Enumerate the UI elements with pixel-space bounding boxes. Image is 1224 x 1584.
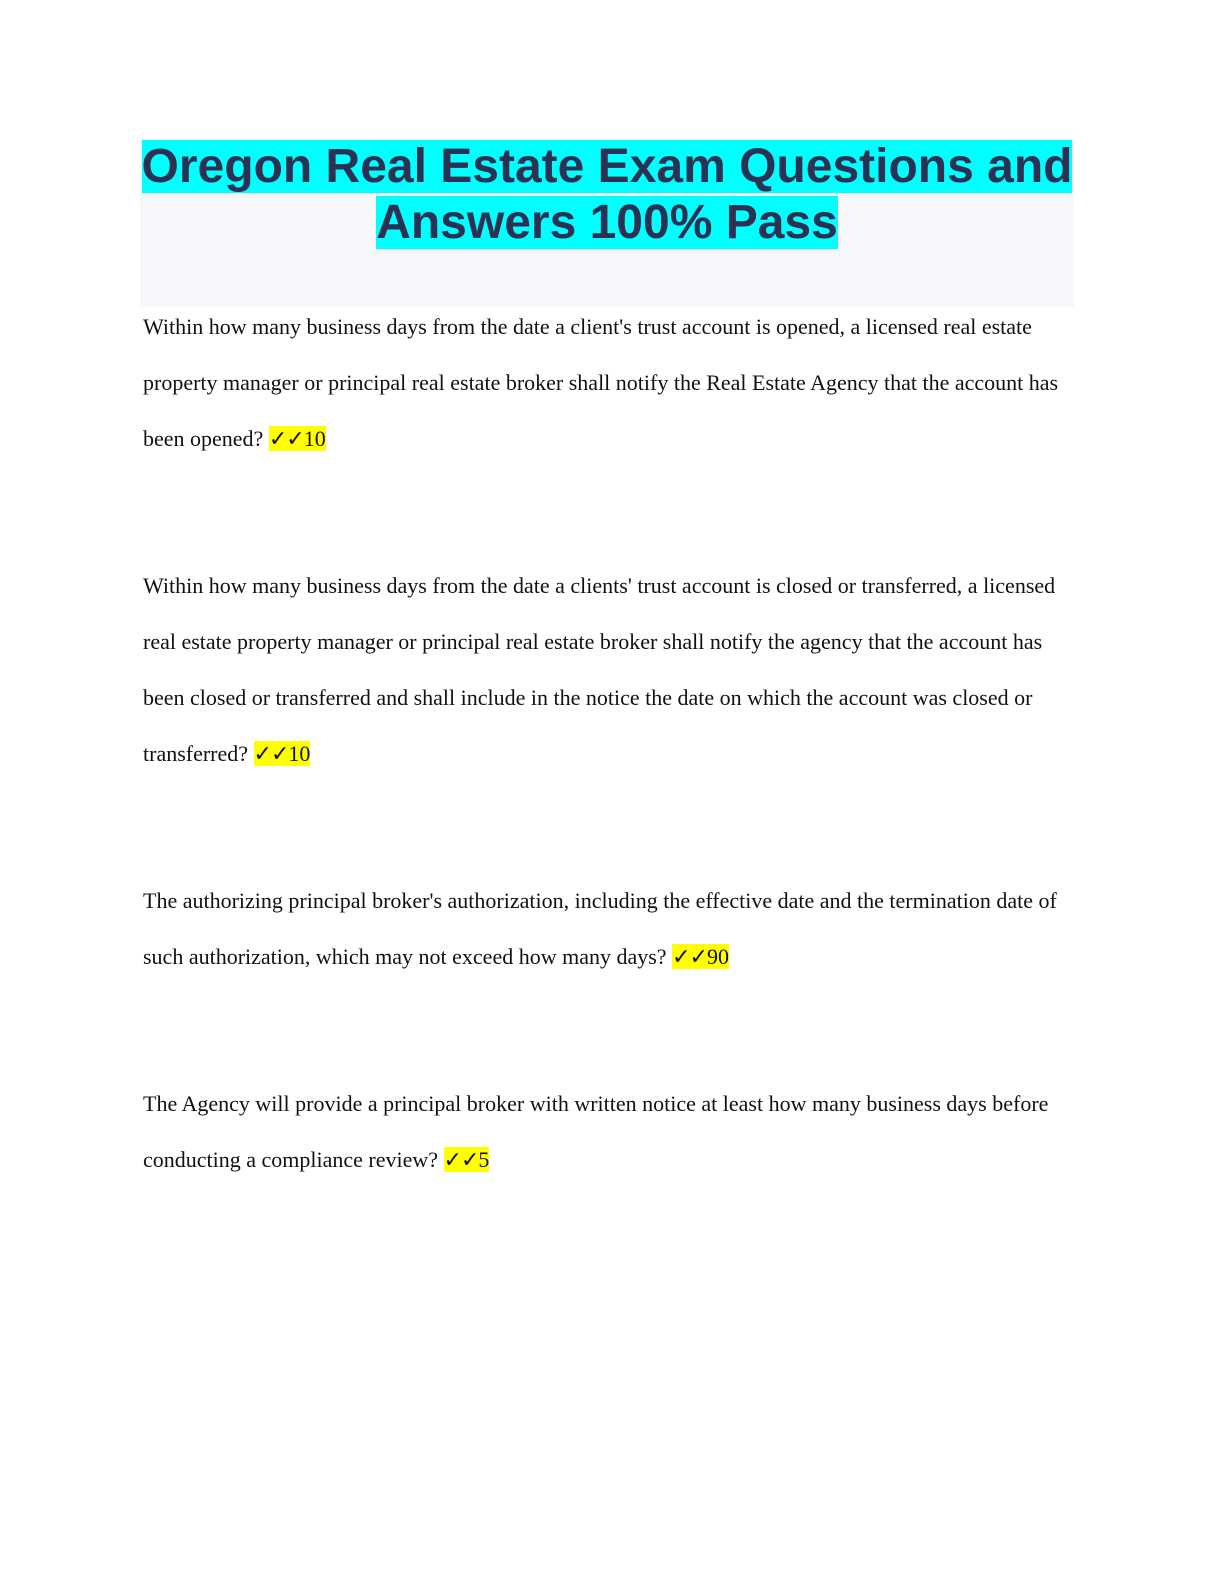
- question-text: Within how many business days from the date a clients' trust account is closed or transferred, a licensed real estate property manager or principal real estate broker shall notify the agency that the account has been closed or transferred and shall include in the notice the date on which the account was closed or transferred?: [143, 573, 1056, 766]
- title-block: [140, 139, 1074, 307]
- question-text: The authorizing principal broker's authorization, including the effective date and the termination date of such authorization, which may not exceed how many days?: [143, 888, 1057, 969]
- double-check-icon: ✓✓: [672, 945, 707, 970]
- answer-text: 5: [478, 1147, 490, 1172]
- answer-highlight: [269, 426, 326, 451]
- question-text: The Agency will provide a principal broker with written notice at least how many business days before conducting a compliance review?: [143, 1091, 1049, 1172]
- double-check-icon: ✓✓: [253, 742, 289, 767]
- answer-text: 10: [288, 741, 311, 766]
- qa-item-2: [143, 558, 1073, 783]
- double-check-icon: ✓✓: [443, 1148, 479, 1173]
- answer-highlight: [672, 944, 729, 969]
- answer-highlight: [444, 1147, 490, 1172]
- qa-list: [143, 299, 1073, 1279]
- qa-item-1: [143, 299, 1073, 468]
- double-check-icon: ✓✓: [268, 427, 304, 452]
- question-text: Within how many business days from the date a client's trust account is opened, a licensed real estate property manager or principal real estate broker shall notify the Real Estate Agency that the account has been opened?: [143, 314, 1059, 451]
- answer-text: 10: [303, 426, 326, 451]
- answer-text: 90: [706, 944, 729, 969]
- answer-highlight: [254, 741, 311, 766]
- title-text: Oregon Real Estate Exam Questions and Answers 100% Pass: [141, 140, 1073, 249]
- qa-item-4: [143, 1076, 1073, 1189]
- page-title: [140, 139, 1074, 251]
- qa-item-3: [143, 873, 1073, 986]
